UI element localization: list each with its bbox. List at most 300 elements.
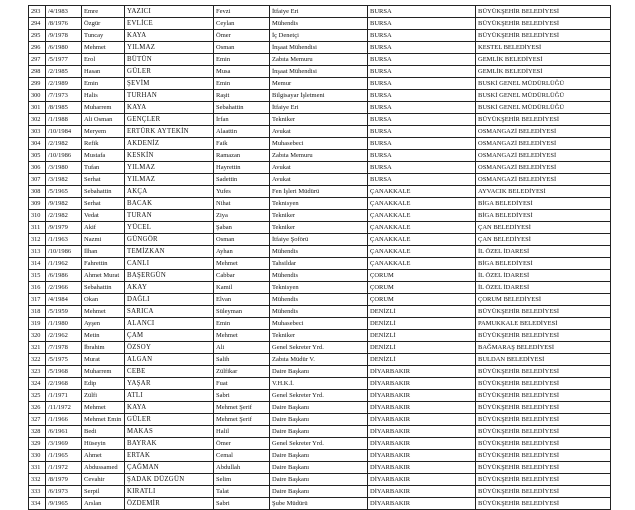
surname-cell: ERTAK xyxy=(125,450,214,462)
province-cell: DİYARBAKIR xyxy=(368,498,476,510)
institution-cell: BÜYÜKŞEHİR BELEDİYESİ xyxy=(476,414,611,426)
first-name-cell: Özgür xyxy=(82,18,125,30)
job-title-cell: Genel Sekreter Yrd. xyxy=(270,438,368,450)
job-title-cell: İtfaiye Eri xyxy=(270,6,368,18)
province-cell: BURSA xyxy=(368,126,476,138)
province-cell: DİYARBAKIR xyxy=(368,426,476,438)
father-name-cell: Mehmet Şerif xyxy=(214,414,270,426)
surname-cell: EVLİCE xyxy=(125,18,214,30)
father-name-cell: Süleyman xyxy=(214,306,270,318)
province-cell: BURSA xyxy=(368,162,476,174)
job-title-cell: Fen İşleri Müdürü xyxy=(270,186,368,198)
surname-cell: AKAY xyxy=(125,282,214,294)
table-row xyxy=(29,378,611,390)
father-name-cell: Musa xyxy=(214,66,270,78)
first-name-cell: Mehmet xyxy=(82,402,125,414)
father-name-cell: Emin xyxy=(214,54,270,66)
institution-cell: BAĞMARAŞ BELEDİYESİ xyxy=(476,342,611,354)
institution-cell: GEMLİK BELEDİYESİ xyxy=(476,54,611,66)
table-row xyxy=(29,294,611,306)
institution-cell: BÜYÜKŞEHİR BELEDİYESİ xyxy=(476,378,611,390)
father-name-cell: Selim xyxy=(214,474,270,486)
father-name-cell: Talat xyxy=(214,486,270,498)
first-name-cell: Halis xyxy=(82,90,125,102)
table-row xyxy=(29,486,611,498)
father-name-cell: Mehmet xyxy=(214,258,270,270)
row-number-cell: 297 xyxy=(29,54,46,66)
father-name-cell: Alaattin xyxy=(214,126,270,138)
province-cell: DİYARBAKIR xyxy=(368,402,476,414)
province-cell: BURSA xyxy=(368,150,476,162)
surname-cell: KIRATLI xyxy=(125,486,214,498)
first-name-cell: Hasan xyxy=(82,66,125,78)
birth-date-cell: /1/1980 xyxy=(46,318,82,330)
surname-cell: ÇAM xyxy=(125,330,214,342)
row-number-cell: 310 xyxy=(29,210,46,222)
birth-date-cell: /1/1966 xyxy=(46,414,82,426)
father-name-cell: Mehmet Şerif xyxy=(214,402,270,414)
surname-cell: ÖZDEMİR xyxy=(125,498,214,510)
institution-cell: BÜYÜKŞEHİR BELEDİYESİ xyxy=(476,498,611,510)
row-number-cell: 303 xyxy=(29,126,46,138)
institution-cell: BÜYÜKŞEHİR BELEDİYESİ xyxy=(476,330,611,342)
surname-cell: ŞEVİM xyxy=(125,78,214,90)
table-row xyxy=(29,342,611,354)
institution-cell: BUSKİ GENEL MÜDÜRLÜĞÜ xyxy=(476,102,611,114)
first-name-cell: Tufan xyxy=(82,162,125,174)
birth-date-cell: /4/1984 xyxy=(46,294,82,306)
first-name-cell: Abdussamed xyxy=(82,462,125,474)
province-cell: BURSA xyxy=(368,6,476,18)
row-number-cell: 316 xyxy=(29,282,46,294)
father-name-cell: Ömer xyxy=(214,438,270,450)
father-name-cell: Ali xyxy=(214,342,270,354)
table-row xyxy=(29,318,611,330)
row-number-cell: 330 xyxy=(29,450,46,462)
table-row xyxy=(29,366,611,378)
row-number-cell: 321 xyxy=(29,342,46,354)
province-cell: BURSA xyxy=(368,174,476,186)
job-title-cell: Muhasebeci xyxy=(270,318,368,330)
institution-cell: BÜYÜKŞEHİR BELEDİYESİ xyxy=(476,426,611,438)
province-cell: DİYARBAKIR xyxy=(368,414,476,426)
institution-cell: ÇAN BELEDİYESİ xyxy=(476,234,611,246)
surname-cell: BAŞERGÜN xyxy=(125,270,214,282)
table-row xyxy=(29,390,611,402)
surname-cell: TURHAN xyxy=(125,90,214,102)
institution-cell: BÜYÜKŞEHİR BELEDİYESİ xyxy=(476,30,611,42)
province-cell: ÇORUM xyxy=(368,294,476,306)
birth-date-cell: /5/1965 xyxy=(46,186,82,198)
table-row xyxy=(29,6,611,18)
table-row xyxy=(29,30,611,42)
first-name-cell: Arslan xyxy=(82,498,125,510)
job-title-cell: Bilgisayar İşletmeni xyxy=(270,90,368,102)
table-row xyxy=(29,66,611,78)
table-row xyxy=(29,474,611,486)
institution-cell: BİGA BELEDİYESİ xyxy=(476,258,611,270)
job-title-cell: Zabıta Memuru xyxy=(270,54,368,66)
first-name-cell: Sebahattin xyxy=(82,282,125,294)
surname-cell: AKÇA xyxy=(125,186,214,198)
father-name-cell: Elvan xyxy=(214,294,270,306)
surname-cell: CANLI xyxy=(125,258,214,270)
birth-date-cell: /11/1972 xyxy=(46,402,82,414)
father-name-cell: Osman xyxy=(214,42,270,54)
institution-cell: BULDAN BELEDİYESİ xyxy=(476,354,611,366)
surname-cell: YILMAZ xyxy=(125,174,214,186)
father-name-cell: Ömer xyxy=(214,30,270,42)
row-number-cell: 294 xyxy=(29,18,46,30)
table-row xyxy=(29,186,611,198)
surname-cell: KAYA xyxy=(125,402,214,414)
province-cell: BURSA xyxy=(368,30,476,42)
birth-date-cell: /6/1961 xyxy=(46,426,82,438)
province-cell: BURSA xyxy=(368,78,476,90)
table-row xyxy=(29,438,611,450)
first-name-cell: Zülfi xyxy=(82,390,125,402)
birth-date-cell: /7/1978 xyxy=(46,342,82,354)
row-number-cell: 305 xyxy=(29,150,46,162)
table-row xyxy=(29,306,611,318)
father-name-cell: Faik xyxy=(214,138,270,150)
first-name-cell: Vedat xyxy=(82,210,125,222)
province-cell: DİYARBAKIR xyxy=(368,474,476,486)
province-cell: BURSA xyxy=(368,54,476,66)
table-row xyxy=(29,222,611,234)
father-name-cell: Fevzi xyxy=(214,6,270,18)
father-name-cell: Sadettin xyxy=(214,174,270,186)
father-name-cell: Sebahattin xyxy=(214,102,270,114)
institution-cell: BUSKİ GENEL MÜDÜRLÜĞÜ xyxy=(476,90,611,102)
table-row xyxy=(29,246,611,258)
table-row xyxy=(29,270,611,282)
birth-date-cell: /2/1982 xyxy=(46,210,82,222)
surname-cell: ALGAN xyxy=(125,354,214,366)
job-title-cell: Daire Başkanı xyxy=(270,426,368,438)
institution-cell: BÜYÜKŞEHİR BELEDİYESİ xyxy=(476,402,611,414)
province-cell: DİYARBAKIR xyxy=(368,378,476,390)
father-name-cell: Emin xyxy=(214,318,270,330)
table-row xyxy=(29,258,611,270)
institution-cell: OSMANGAZİ BELEDİYESİ xyxy=(476,138,611,150)
job-title-cell: Zabıta Memuru xyxy=(270,150,368,162)
job-title-cell: Tekniker xyxy=(270,210,368,222)
first-name-cell: Ahmet Murat xyxy=(82,270,125,282)
job-title-cell: Avukat xyxy=(270,174,368,186)
table-row xyxy=(29,42,611,54)
row-number-cell: 320 xyxy=(29,330,46,342)
father-name-cell: Zülfikar xyxy=(214,366,270,378)
first-name-cell: Muharrem xyxy=(82,366,125,378)
institution-cell: İL ÖZEL İDARESİ xyxy=(476,282,611,294)
father-name-cell: Ramazan xyxy=(214,150,270,162)
job-title-cell: Tahsildar xyxy=(270,258,368,270)
row-number-cell: 328 xyxy=(29,426,46,438)
first-name-cell: Nazmi xyxy=(82,234,125,246)
province-cell: DENİZLİ xyxy=(368,306,476,318)
province-cell: DİYARBAKIR xyxy=(368,438,476,450)
row-number-cell: 304 xyxy=(29,138,46,150)
table-row xyxy=(29,198,611,210)
job-title-cell: Daire Başkanı xyxy=(270,402,368,414)
surname-cell: YAZICI xyxy=(125,6,214,18)
table-row xyxy=(29,282,611,294)
birth-date-cell: /7/1973 xyxy=(46,90,82,102)
first-name-cell: Ayşen xyxy=(82,318,125,330)
institution-cell: BÜYÜKŞEHİR BELEDİYESİ xyxy=(476,18,611,30)
table-row xyxy=(29,450,611,462)
job-title-cell: İnşaat Mühendisi xyxy=(270,42,368,54)
father-name-cell: Emin xyxy=(214,78,270,90)
birth-date-cell: /3/1982 xyxy=(46,174,82,186)
birth-date-cell: /2/1989 xyxy=(46,78,82,90)
institution-cell: BÜYÜKŞEHİR BELEDİYESİ xyxy=(476,390,611,402)
father-name-cell: Kamil xyxy=(214,282,270,294)
first-name-cell: Edip xyxy=(82,378,125,390)
province-cell: DENİZLİ xyxy=(368,342,476,354)
surname-cell: CEBE xyxy=(125,366,214,378)
first-name-cell: Serpil xyxy=(82,486,125,498)
row-number-cell: 314 xyxy=(29,258,46,270)
province-cell: DİYARBAKIR xyxy=(368,486,476,498)
row-number-cell: 313 xyxy=(29,246,46,258)
first-name-cell: Serhat xyxy=(82,198,125,210)
institution-cell: AYVACIK BELEDİYESİ xyxy=(476,186,611,198)
institution-cell: BÜYÜKŞEHİR BELEDİYESİ xyxy=(476,486,611,498)
province-cell: ÇANAKKALE xyxy=(368,198,476,210)
birth-date-cell: /3/1969 xyxy=(46,438,82,450)
surname-cell: BACAK xyxy=(125,198,214,210)
table-row xyxy=(29,462,611,474)
province-cell: BURSA xyxy=(368,114,476,126)
province-cell: DENİZLİ xyxy=(368,330,476,342)
surname-cell: GÜLER xyxy=(125,414,214,426)
father-name-cell: Ziya xyxy=(214,210,270,222)
province-cell: DİYARBAKIR xyxy=(368,390,476,402)
institution-cell: BUSKİ GENEL MÜDÜRLÜĞÜ xyxy=(476,78,611,90)
birth-date-cell: /8/1976 xyxy=(46,18,82,30)
birth-date-cell: /9/1978 xyxy=(46,30,82,42)
job-title-cell: Daire Başkanı xyxy=(270,486,368,498)
row-number-cell: 318 xyxy=(29,306,46,318)
surname-cell: BÜTÜN xyxy=(125,54,214,66)
job-title-cell: İnşaat Mühendisi xyxy=(270,66,368,78)
institution-cell: BÜYÜKŞEHİR BELEDİYESİ xyxy=(476,438,611,450)
father-name-cell: Hayrettin xyxy=(214,162,270,174)
job-title-cell: Tekniker xyxy=(270,330,368,342)
table-row xyxy=(29,114,611,126)
row-number-cell: 308 xyxy=(29,186,46,198)
surname-cell: SARICA xyxy=(125,306,214,318)
first-name-cell: Emre xyxy=(82,6,125,18)
birth-date-cell: /2/1982 xyxy=(46,138,82,150)
birth-date-cell: /6/1973 xyxy=(46,486,82,498)
institution-cell: BÜYÜKŞEHİR BELEDİYESİ xyxy=(476,450,611,462)
birth-date-cell: /10/1986 xyxy=(46,150,82,162)
table-row xyxy=(29,90,611,102)
first-name-cell: Mustafa xyxy=(82,150,125,162)
province-cell: DİYARBAKIR xyxy=(368,450,476,462)
first-name-cell: Refik xyxy=(82,138,125,150)
institution-cell: KESTEL BELEDİYESİ xyxy=(476,42,611,54)
province-cell: BURSA xyxy=(368,90,476,102)
first-name-cell: Bedi xyxy=(82,426,125,438)
row-number-cell: 302 xyxy=(29,114,46,126)
province-cell: DENİZLİ xyxy=(368,354,476,366)
province-cell: BURSA xyxy=(368,18,476,30)
job-title-cell: Zabıta Müdür V. xyxy=(270,354,368,366)
table-row xyxy=(29,18,611,30)
row-number-cell: 322 xyxy=(29,354,46,366)
birth-date-cell: /6/1980 xyxy=(46,42,82,54)
province-cell: BURSA xyxy=(368,42,476,54)
row-number-cell: 311 xyxy=(29,222,46,234)
institution-cell: İL ÖZEL İDARESİ xyxy=(476,270,611,282)
province-cell: DİYARBAKIR xyxy=(368,366,476,378)
institution-cell: BÜYÜKŞEHİR BELEDİYESİ xyxy=(476,306,611,318)
birth-date-cell: /6/1986 xyxy=(46,270,82,282)
table-row xyxy=(29,330,611,342)
row-number-cell: 309 xyxy=(29,198,46,210)
province-cell: DİYARBAKIR xyxy=(368,462,476,474)
surname-cell: BAYRAK xyxy=(125,438,214,450)
father-name-cell: Halil xyxy=(214,426,270,438)
table-row xyxy=(29,354,611,366)
institution-cell: GEMLİK BELEDİYESİ xyxy=(476,66,611,78)
birth-date-cell: /1/1972 xyxy=(46,462,82,474)
row-number-cell: 319 xyxy=(29,318,46,330)
birth-date-cell: /9/1965 xyxy=(46,498,82,510)
row-number-cell: 300 xyxy=(29,90,46,102)
father-name-cell: Yufes xyxy=(214,186,270,198)
father-name-cell: Salih xyxy=(214,354,270,366)
table-body xyxy=(29,6,611,510)
first-name-cell: Metin xyxy=(82,330,125,342)
row-number-cell: 298 xyxy=(29,66,46,78)
institution-cell: PAMUKKALE BELEDİYESİ xyxy=(476,318,611,330)
birth-date-cell: /1/1971 xyxy=(46,390,82,402)
table-row xyxy=(29,402,611,414)
surname-cell: ALANCI xyxy=(125,318,214,330)
first-name-cell: Muharrem xyxy=(82,102,125,114)
first-name-cell: Tuncay xyxy=(82,30,125,42)
table-row xyxy=(29,414,611,426)
surname-cell: ÇAĞMAN xyxy=(125,462,214,474)
father-name-cell: Ayhan xyxy=(214,246,270,258)
row-number-cell: 296 xyxy=(29,42,46,54)
row-number-cell: 334 xyxy=(29,498,46,510)
surname-cell: DAĞLI xyxy=(125,294,214,306)
job-title-cell: İç Denetçi xyxy=(270,30,368,42)
institution-cell: OSMANGAZİ BELEDİYESİ xyxy=(476,162,611,174)
institution-cell: ÇORUM BELEDİYESİ xyxy=(476,294,611,306)
surname-cell: TURAN xyxy=(125,210,214,222)
province-cell: ÇANAKKALE xyxy=(368,246,476,258)
table-row xyxy=(29,162,611,174)
birth-date-cell: /10/1986 xyxy=(46,246,82,258)
surname-cell: YAŞAR xyxy=(125,378,214,390)
father-name-cell: Raşit xyxy=(214,90,270,102)
first-name-cell: Meryem xyxy=(82,126,125,138)
job-title-cell: Tekniker xyxy=(270,114,368,126)
table-row xyxy=(29,150,611,162)
birth-date-cell: /8/1985 xyxy=(46,102,82,114)
surname-cell: YILMAZ xyxy=(125,42,214,54)
row-number-cell: 312 xyxy=(29,234,46,246)
job-title-cell: Tekniker xyxy=(270,222,368,234)
job-title-cell: Avukat xyxy=(270,126,368,138)
first-name-cell: Ali Osman xyxy=(82,114,125,126)
job-title-cell: Mühendis xyxy=(270,246,368,258)
surname-cell: ÖZSOY xyxy=(125,342,214,354)
first-name-cell: Erol xyxy=(82,54,125,66)
first-name-cell: Ahmet xyxy=(82,450,125,462)
institution-cell: İL ÖZEL İDARESİ xyxy=(476,246,611,258)
province-cell: BURSA xyxy=(368,66,476,78)
institution-cell: BÜYÜKŞEHİR BELEDİYESİ xyxy=(476,114,611,126)
birth-date-cell: /2/1962 xyxy=(46,330,82,342)
province-cell: ÇANAKKALE xyxy=(368,210,476,222)
table-row xyxy=(29,498,611,510)
table-row xyxy=(29,54,611,66)
institution-cell: OSMANGAZİ BELEDİYESİ xyxy=(476,150,611,162)
father-name-cell: Mehmet xyxy=(214,330,270,342)
surname-cell: KAYA xyxy=(125,30,214,42)
institution-cell: OSMANGAZİ BELEDİYESİ xyxy=(476,126,611,138)
first-name-cell: Akif xyxy=(82,222,125,234)
row-number-cell: 299 xyxy=(29,78,46,90)
row-number-cell: 332 xyxy=(29,474,46,486)
first-name-cell: Mehmet Emin xyxy=(82,414,125,426)
job-title-cell: Genel Sekreter Yrd. xyxy=(270,390,368,402)
row-number-cell: 329 xyxy=(29,438,46,450)
surname-cell: KESKİN xyxy=(125,150,214,162)
table-row xyxy=(29,78,611,90)
surname-cell: TEMİZKAN xyxy=(125,246,214,258)
birth-date-cell: /4/1983 xyxy=(46,6,82,18)
personnel-table xyxy=(28,5,611,510)
first-name-cell: Okan xyxy=(82,294,125,306)
surname-cell: MAKAS xyxy=(125,426,214,438)
row-number-cell: 293 xyxy=(29,6,46,18)
surname-cell: YÜCEL xyxy=(125,222,214,234)
job-title-cell: Teknisyen xyxy=(270,198,368,210)
province-cell: DENİZLİ xyxy=(368,318,476,330)
father-name-cell: Abdullah xyxy=(214,462,270,474)
table-row xyxy=(29,102,611,114)
institution-cell: BÜYÜKŞEHİR BELEDİYESİ xyxy=(476,6,611,18)
institution-cell: OSMANGAZİ BELEDİYESİ xyxy=(476,174,611,186)
birth-date-cell: /3/1980 xyxy=(46,162,82,174)
table-row xyxy=(29,210,611,222)
job-title-cell: Mühendis xyxy=(270,294,368,306)
province-cell: ÇORUM xyxy=(368,270,476,282)
job-title-cell: İtfaiye Eri xyxy=(270,102,368,114)
job-title-cell: V.H.K.İ. xyxy=(270,378,368,390)
job-title-cell: Teknisyen xyxy=(270,282,368,294)
surname-cell: ŞADAK DÜZGÜN xyxy=(125,474,214,486)
birth-date-cell: /2/1966 xyxy=(46,282,82,294)
first-name-cell: Murat xyxy=(82,354,125,366)
row-number-cell: 315 xyxy=(29,270,46,282)
surname-cell: GÜNGÖR xyxy=(125,234,214,246)
birth-date-cell: /1/1962 xyxy=(46,258,82,270)
institution-cell: BİGA BELEDİYESİ xyxy=(476,198,611,210)
institution-cell: ÇAN BELEDİYESİ xyxy=(476,222,611,234)
father-name-cell: Osman xyxy=(214,234,270,246)
province-cell: ÇANAKKALE xyxy=(368,186,476,198)
